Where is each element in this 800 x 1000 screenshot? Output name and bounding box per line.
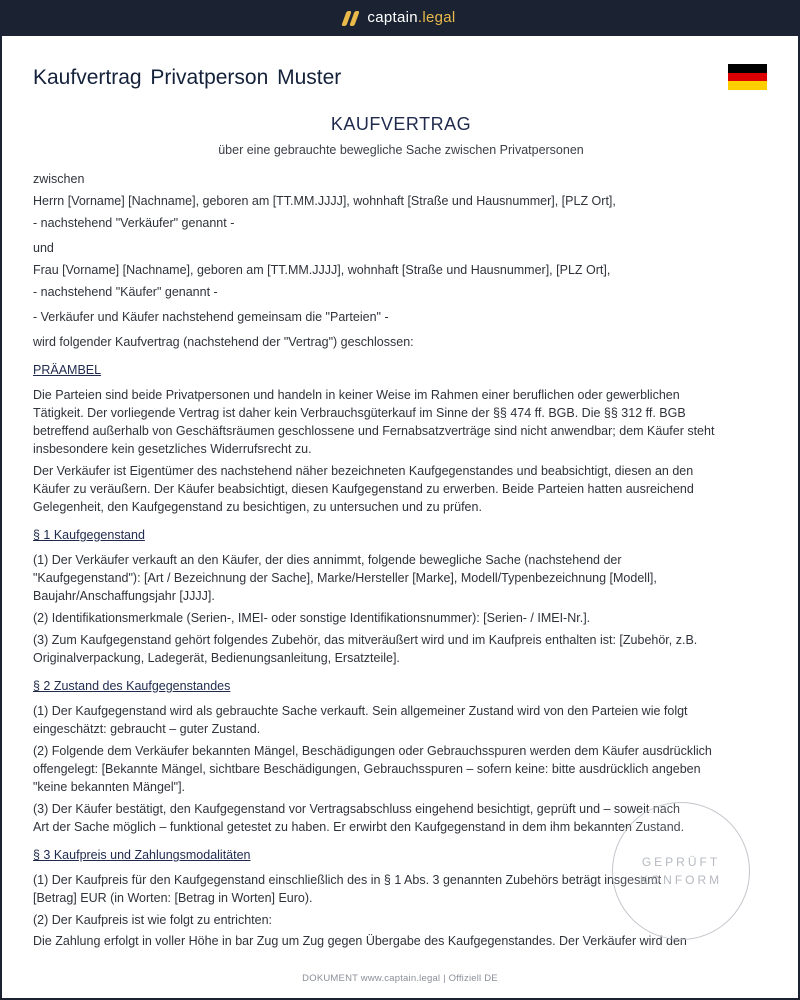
paragraph-line: eingeschätzt: gebraucht – guter Zustand. [33,722,261,736]
intro-line: Frau [Vorname] [Nachname], geboren am [TT.MM.JJJJ], wohnhaft [Straße und Hausnummer], [PLZ Ort], [33,263,611,277]
paragraph-line: Käufer zu veräußern. Der Käufer beabsichtigt, diesen Kaufgegenstand zu erwerben. Beide Parteien hatten ausreichend [33,482,694,496]
paragraph-line: (2) Folgende dem Verkäufer bekannten Mängel, Beschädigungen oder Gebrauchsspuren werden dem Käufer ausdrücklich [33,744,712,758]
paragraph-line: betreffend außerhalb von Geschäftsräumen geschlossene und Fernabsatzverträge sind nicht anwendbar; dem Käufer steht [33,424,715,438]
section-title-kaufpreis: § 3 Kaufpreis und Zahlungsmodalitäten [33,848,251,862]
paragraph-line: (1) Der Verkäufer verkauft an den Käufer, der dies annimmt, folgende bewegliche Sache (nachstehend der [33,553,622,567]
paragraph-line: Baujahr/Anschaffungsjahr [JJJJ]. [33,589,215,603]
intro-line: und [33,241,54,255]
paragraph-line: [Betrag] EUR (in Worten: [Betrag in Worten] Euro). [33,891,313,905]
paragraph-line: Die Parteien sind beide Privatpersonen und handeln in keiner Weise im Rahmen einer beruflichen oder gewerblichen [33,388,680,402]
contract-title: KAUFVERTRAG [330,114,472,134]
brand-tld: .legal [417,9,456,26]
paragraph-line: "Kaufgegenstand"): [Art / Bezeichnung der Sache], Marke/Hersteller [Marke], Modell/Typenbezeichnung [Modell], [33,571,657,585]
paragraph-line: Originalverpackung, Ladegerät, Bedienungsanleitung, Ersatzteile]. [33,651,400,665]
paragraph-line: (2) Identifikationsmerkmale (Serien-, IMEI- oder sonstige Identifikationsnummer): [Serien- / IMEI-Nr.]. [33,611,591,625]
document-footer: DOKUMENT www.captain.legal | Offiziell DE [302,973,498,984]
paragraph-line: (1) Der Kaufgegenstand wird als gebrauchte Sache verkauft. Sein allgemeiner Zustand wird von den Parteien wie folgt [33,704,688,718]
paragraph-line: (2) Der Kaufpreis ist wie folgt zu entrichten: [33,913,272,927]
top-bar [0,0,800,36]
logo-icon [344,10,357,26]
stamp-line: GEPRÜFT [641,855,721,869]
section-title-kaufgegenstand: § 1 Kaufgegenstand [33,528,145,542]
paragraph-line: Die Zahlung erfolgt in voller Höhe in bar Zug um Zug gegen Übergabe des Kaufgegenstandes. Der Verkäufer wird den [33,934,687,948]
paragraph-line: insbesondere kein gesetzliches Widerrufsrecht zu. [33,442,312,456]
section-title-praeambel: PRÄAMBEL [33,363,102,377]
contract-subtitle: über eine gebrauchte bewegliche Sache zwischen Privatpersonen [218,143,584,157]
approval-stamp [612,802,750,940]
german-flag-icon [728,64,767,90]
page-title: Kaufvertrag Privatperson Muster [33,66,342,89]
paragraph-line: offengelegt: [Bekannte Mängel, sichtbare Beschädigungen, Gebrauchsspuren – sofern keine: bitte ausdrücklich angeben [33,762,701,776]
intro-line: wird folgender Kaufvertrag (nachstehend der "Vertrag") geschlossen: [33,335,414,349]
brand-logo[interactable] [344,9,455,27]
paragraph-line: (3) Zum Kaufgegenstand gehört folgendes Zubehör, das mitveräußert wird und im Kaufpreis enthalten ist: [Zubehör, z.B. [33,633,698,647]
intro-line: - nachstehend "Käufer" genannt - [33,285,218,299]
stamp-line: KONFORM [639,873,723,887]
paragraph-line: (1) Der Kaufpreis für den Kaufgegenstand einschließlich des in § 1 Abs. 3 genannten Zubehörs beträgt insgesamt [33,873,662,887]
intro-line: zwischen [33,172,85,186]
intro-line: - nachstehend "Verkäufer" genannt - [33,216,235,230]
section-title-zustand: § 2 Zustand des Kaufgegenstandes [33,679,231,693]
document-page [2,36,798,998]
paragraph-line: (3) Der Käufer bestätigt, den Kaufgegenstand vor Vertragsabschluss eingehend besichtigt, geprüft und – soweit nach [33,802,680,816]
paragraph-line: "keine bekannten Mängel"]. [33,780,186,794]
paragraph-line: Tätigkeit. Der vorliegende Vertrag ist daher kein Verbrauchsgüterkauf im Sinne der §§ 474 ff. BGB. Die §§ 312 ff. BGB [33,406,686,420]
brand-name: captain [367,9,418,26]
paragraph-line: Der Verkäufer ist Eigentümer des nachstehend näher bezeichneten Kaufgegenstandes und beabsichtigt, diesen an den [33,464,694,478]
intro-line: Herrn [Vorname] [Nachname], geboren am [TT.MM.JJJJ], wohnhaft [Straße und Hausnummer], [PLZ Ort], [33,194,616,208]
intro-line: - Verkäufer und Käufer nachstehend gemeinsam die "Parteien" - [33,310,389,324]
paragraph-line: Gelegenheit, den Kaufgegenstand zu besichtigen, zu untersuchen und zu prüfen. [33,500,482,514]
paragraph-line: Art der Sache möglich – funktional getestet zu haben. Er erwirbt den Kaufgegenstand in dem ihm bekannten Zustand. [33,820,685,834]
